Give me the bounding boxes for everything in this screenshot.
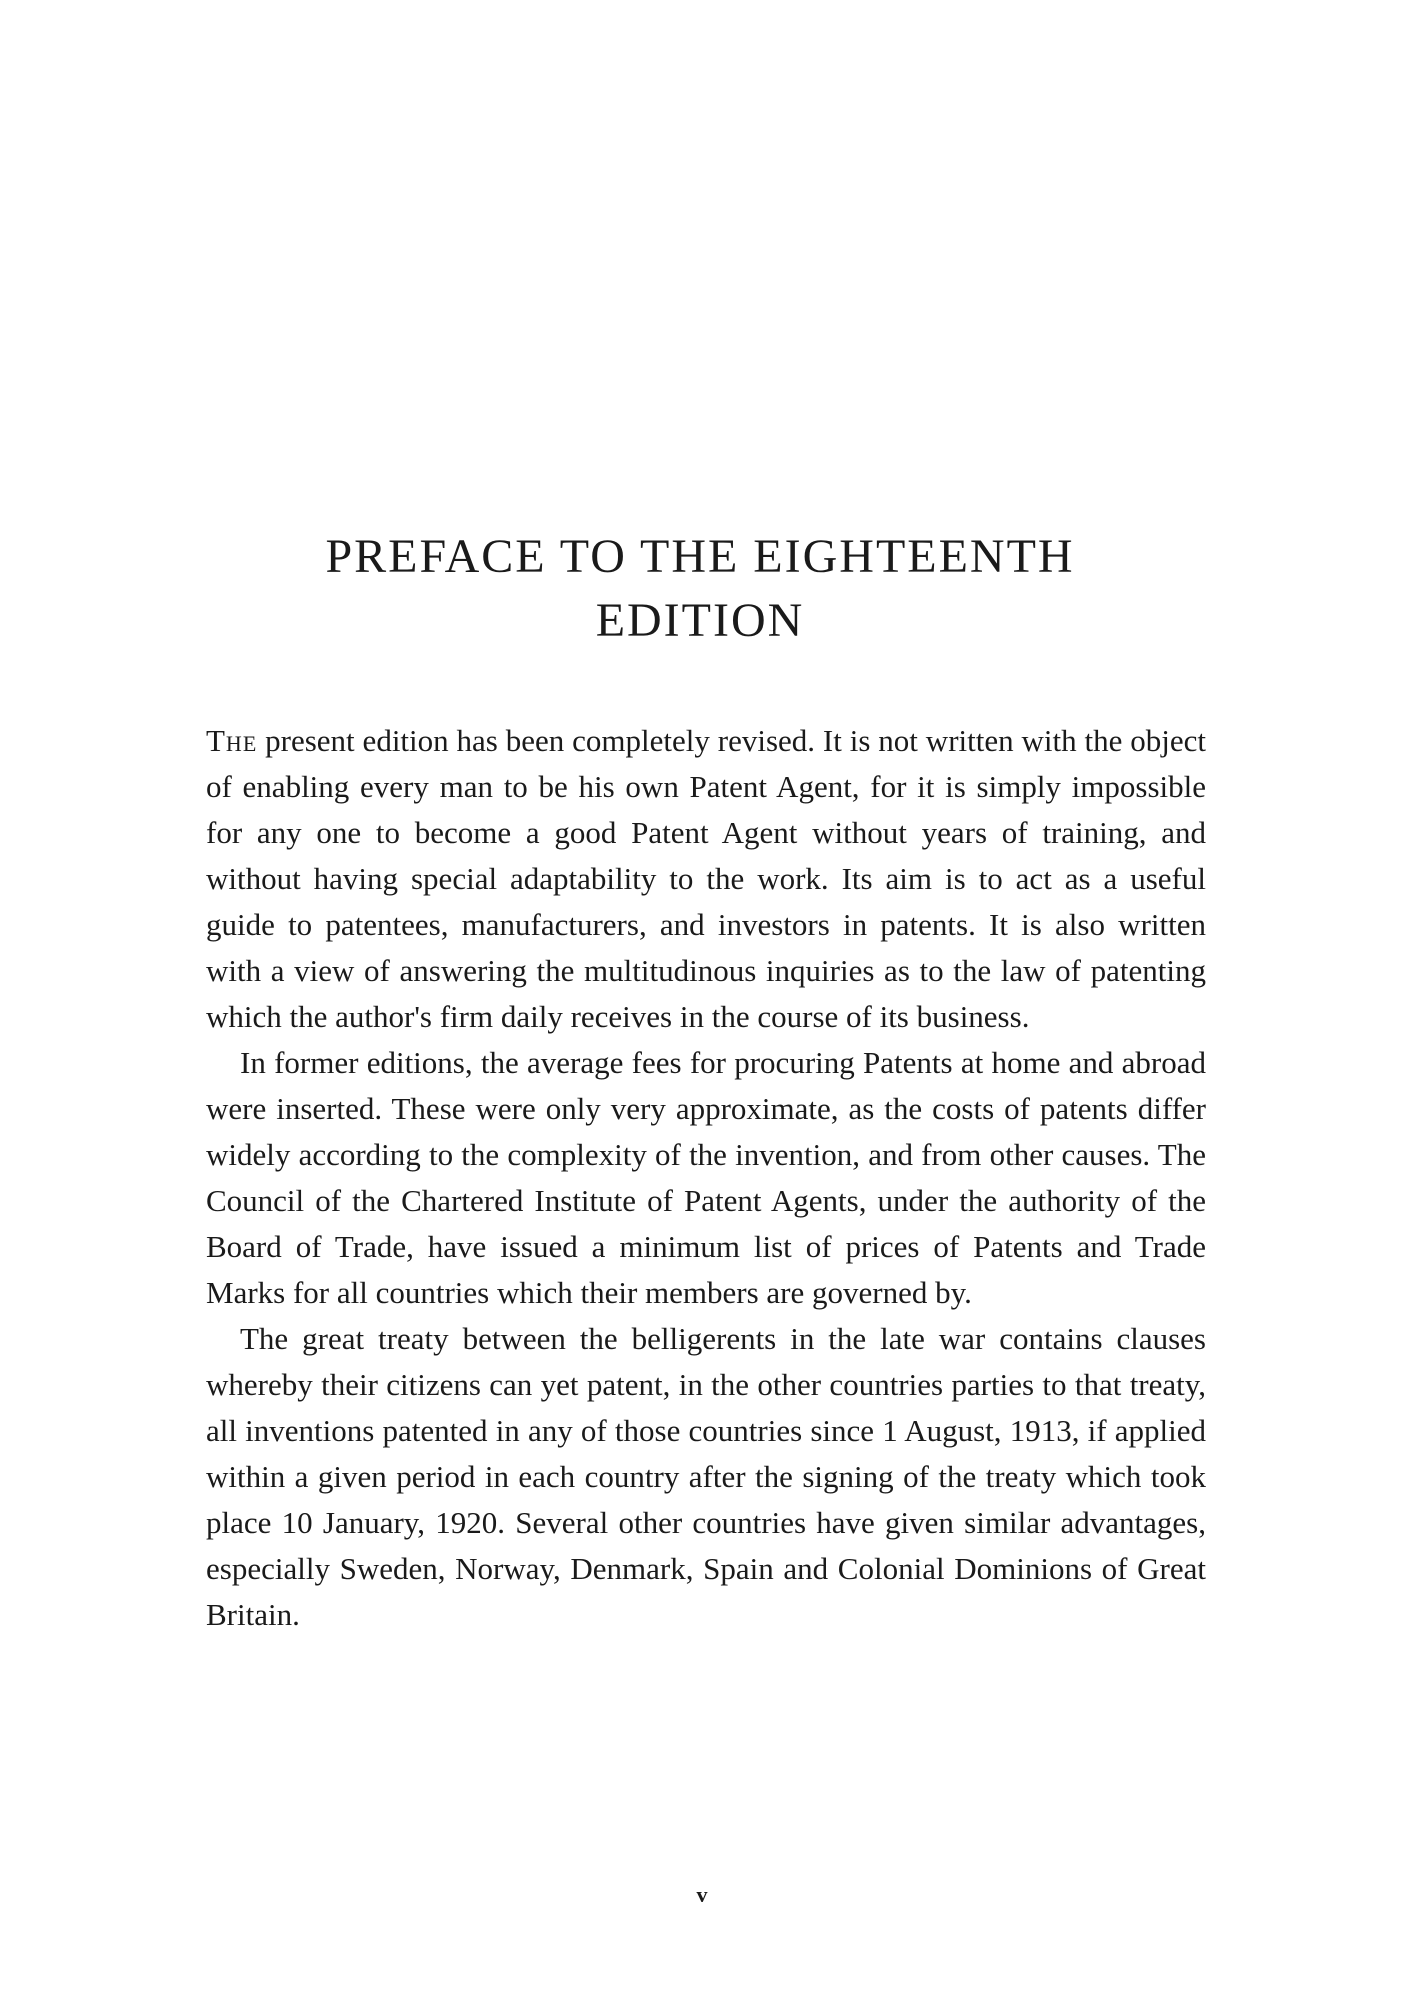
paragraph-1	[206, 718, 1206, 1040]
paragraph-3: The great treaty between the belligerents in the late war contains clauses whereby their citizens can yet patent, in the other countries parties to that treaty, all inventions patented in any of those countries since 1 August, 1913, if applied within a given period in each country after the signing of the treaty which took place 10 January, 1920. Several other countries have given similar advantages, especially Sweden, Norway, Denmark, Spain and Colonial Dominions of Great Britain.	[206, 1321, 1206, 1632]
page-number: v	[696, 1882, 708, 1907]
preface-body	[206, 718, 1206, 1638]
paragraph-1-text: present edition has been completely revised. It is not written with the object of enabling every man to be his own Patent Agent, for it is simply impossible for any one to become a good Patent Agent without years of training, and without having special adaptability to the work. Its aim is to act as a useful guide to patentees, manufacturers, and investors in patents. It is also written with a view of answering the multitudinous inquiries as to the law of patenting which the author's firm daily receives in the course of its business.	[206, 723, 1206, 1034]
paragraph-2: In former editions, the average fees for procuring Patents at home and abroad were inserted. These were only very approximate, as the costs of patents differ widely according to the complexity of the invention, and from other causes. The Council of the Chartered Institute of Patent Agents, under the authority of the Board of Trade, have issued a minimum list of prices of Patents and Trade Marks for all countries which their members are governed by.	[206, 1045, 1206, 1310]
page-title	[180, 525, 1220, 653]
title-line-1: PREFACE TO THE EIGHTEENTH	[325, 530, 1075, 583]
paragraph-1-lead: The	[206, 723, 258, 758]
title-line-2: EDITION	[595, 594, 805, 647]
